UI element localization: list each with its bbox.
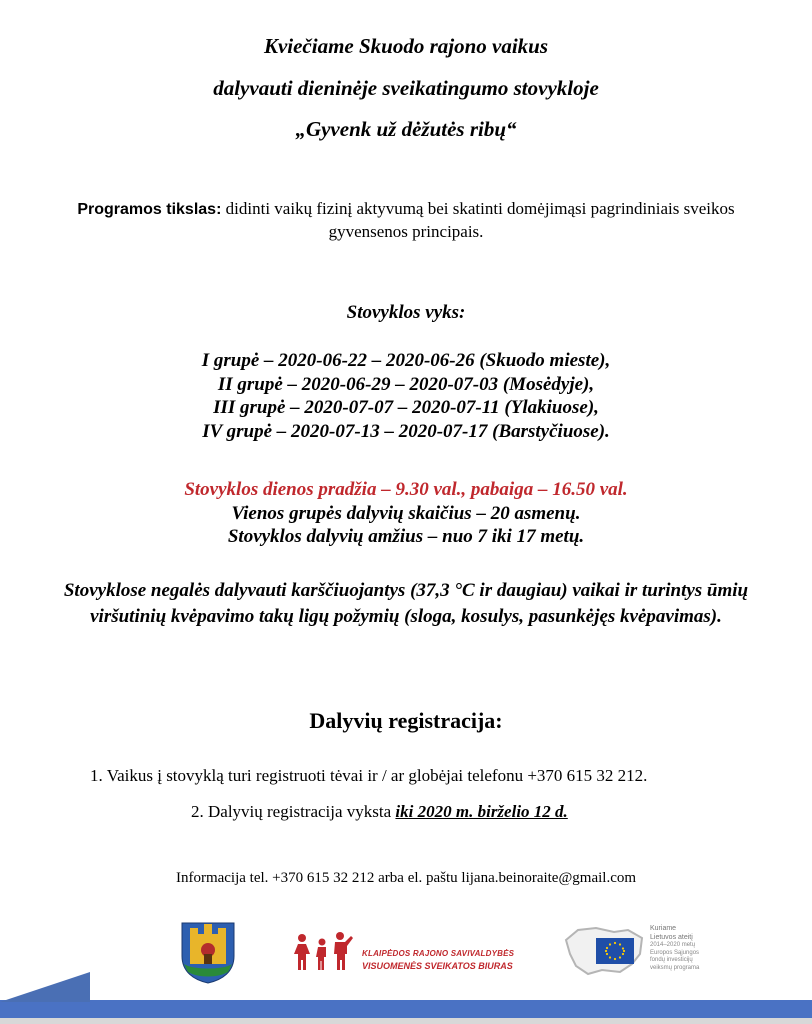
registration-deadline: iki 2020 m. birželio 12 d. <box>395 802 568 821</box>
eu-funds-map-icon <box>562 924 646 976</box>
registration-title: Dalyvių registracija: <box>309 708 503 733</box>
eu-funds-caption <box>650 924 699 972</box>
eu-caption-line-5: fondų investicijų <box>650 957 693 963</box>
eu-caption-line-1: Kuriame <box>650 925 677 932</box>
skuodas-crest-icon <box>178 920 238 984</box>
camp-group-3: III grupė – 2020-07-07 – 2020-07-11 (Ylakiuose), <box>213 397 599 418</box>
camp-details <box>0 478 812 549</box>
eu-caption-line-4: Europos Sąjungos <box>650 949 700 956</box>
eu-caption-line-6: veiksmų programa <box>650 964 700 971</box>
camp-group-2: II grupė – 2020-06-29 – 2020-07-03 (Mosėdyje), <box>217 373 595 395</box>
health-bureau-line-2: VISUOMENĖS SVEIKATOS BIURAS <box>362 961 513 971</box>
program-goal <box>60 198 752 243</box>
health-bureau-line-1: KLAIPĖDOS RAJONO SAVIVALDYBĖS <box>362 949 515 958</box>
camp-age: Stovyklos dalyvių amžius – nuo 7 iki 17 metų. <box>227 526 585 547</box>
health-bureau-name <box>362 948 514 972</box>
contact-info: Informacija tel. +370 615 32 212 arba el. paštu lijana.beinoraite@gmail.com <box>175 870 637 886</box>
health-warning: Stovyklose negalės dalyvauti karščiuojantys (37,3 °C ir daugiau) vaikai ir turintys ūmių viršutinių kvėpavimo takų ligų požymių (sloga, kosulys, pasunkėjęs kvėpavimas). <box>63 580 749 627</box>
title-line-1: Kviečiame Skuodo rajono vaikus <box>263 34 549 58</box>
camp-group-4: IV grupė – 2020-07-13 – 2020-07-17 (Barstyčiuose). <box>202 420 610 442</box>
camps-heading: Stovyklos vyks: <box>346 302 466 323</box>
registration-item-2 <box>191 802 568 822</box>
registration-item-2-prefix: 2. Dalyvių registracija vyksta <box>191 802 396 821</box>
health-bureau-figures-icon <box>292 930 358 974</box>
bottom-decorative-bar <box>0 1000 812 1024</box>
eu-caption-line-3: 2014–2020 metų <box>650 942 696 948</box>
camp-group-1: I grupė – 2020-06-22 – 2020-06-26 (Skuodo mieste), <box>201 350 611 371</box>
bottom-corner-triangle <box>0 972 90 1002</box>
eu-caption-line-2: Lietuvos ateitį <box>650 934 693 941</box>
title-line-2: dalyvauti dieninėje sveikatingumo stovykloje <box>213 76 599 100</box>
camp-hours: Stovyklos dienos pradžia – 9.30 val., pabaiga – 16.50 val. <box>184 479 628 500</box>
program-goal-text: didinti vaikų fizinį aktyvumą bei skatinti domėjimąsi pagrindiniais sveikos gyvensenos principais. <box>221 199 735 241</box>
program-goal-label: Programos tikslas: <box>77 201 222 218</box>
camp-groups-list <box>0 349 812 443</box>
camp-group-size: Vienos grupės dalyvių skaičius – 20 asmenų. <box>231 502 581 524</box>
title-line-3: „Gyvenk už dėžutės ribų“ <box>295 117 517 141</box>
registration-item-1: 1. Vaikus į stovyklą turi registruoti tėvai ir / ar globėjai telefonu +370 615 32 212. <box>90 766 648 785</box>
